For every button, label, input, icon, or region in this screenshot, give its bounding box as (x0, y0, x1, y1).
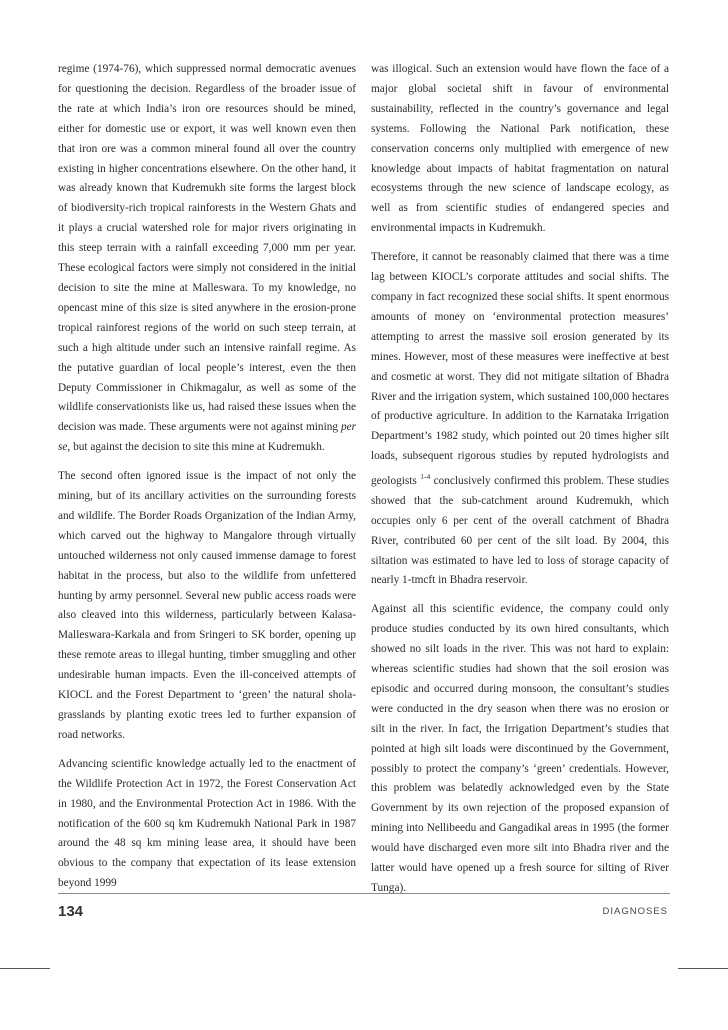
citation-superscript: 1-4 (420, 472, 431, 482)
footer-rule (58, 893, 670, 894)
crop-mark-left (0, 968, 50, 969)
section-title: DIAGNOSES (602, 906, 668, 917)
body-paragraph: regime (1974-76), which suppressed normal democratic avenues for questioning the decision. Regardless of the broader issue of the rate at which India’s iron ore resources should be mined, either for domestic use or export, it was well known even then that iron ore was a common mineral found all over the country existing in higher concentrations elsewhere. On the other hand, it was already known that Kudremukh site forms the largest block of biodiversity-rich tropical rainforests in the Western Ghats and it plays a crucial watershed role for major rivers originating in this steep terrain with a rainfall exceeding 7,000 mm per year. These ecological factors were simply not considered in the initial decision to site the mine at Malleswara. To my knowledge, no opencast mine of this size is sited anywhere in the erosion-prone tropical rainforest regions of the world on such steep terrain, at such a high altitude under such an intensive rainfall regime. As the putative guardian of local people’s interest, even the then Deputy Commissioner in Chikmagalur, as well as some of the wildlife conservationists like us, had raised these issues when the decision was made. These arguments were not against mining per se, but against the decision to site this mine at Kudremukh. (58, 63, 356, 454)
crop-mark-right (678, 968, 728, 969)
body-paragraph: was illogical. Such an extension would have flown the face of a major global societal shift in favour of environmental sustainability, reflected in the country’s governance and legal systems. Following the National Park notification, these conservation concerns only multiplied with emergence of new knowledge about impacts of habitat fragmentation on natural ecosystems through the new science of landscape ecology, as well as from scientific studies of endangered species and environmental impacts in Kudremukh. (371, 63, 669, 235)
right-column (371, 60, 669, 908)
body-paragraph: Against all this scientific evidence, the company could only produce studies conducted by its own hired consultants, which showed no silt loads in the river. This was not hard to explain: whereas scientific studies had shown that the soil erosion was episodic and occurred during monsoon, the consultant’s studies were conducted in the dry season when there was no erosion or silt in the river. In fact, the Irrigation Department’s studies that pointed at high silt loads were discontinued by the Government, possibly to protect the company’s ‘green’ credentials. However, this problem was belatedly acknowledged even by the State Government by its own rejection of the proposed expansion of mining into Nellibeedu and Gangadikal areas in 1995 (the former would have discharged even more silt into Bhadra river and the latter would have opened up a fresh source for silting of River Tunga). (371, 603, 669, 895)
page-number: 134 (58, 903, 84, 920)
body-paragraph: Therefore, it cannot be reasonably claimed that there was a time lag between KIOCL’s corporate attitudes and social shifts. The company in fact recognized these social shifts. It spent enormous amounts of money on ‘environmental protection measures’ attempting to arrest the massive soil erosion generated by its mines. However, most of these measures were ineffective at best and cosmetic at worst. They did not mitigate siltation of Bhadra River and the irrigation system, which sustained 100,000 hectares of productive agriculture. In addition to the Karnataka Irrigation Department’s 1982 study, which pointed out 20 times higher silt loads, subsequent rigorous studies by reputed hydrologists and geologists $^{1-4}$ conclusively confirmed this problem. These studies showed that the sub-catchment around Kudremukh, which occupies only 6 per cent of the overall catchment of Bhadra River, contributed 60 per cent of the silt load. By 2004, this siltation was estimated to have led to loss of storage capacity of nearly 1-tmcft in Bhadra reservoir. (371, 251, 669, 587)
emphasis-text: per se (58, 421, 356, 454)
left-column (58, 60, 356, 903)
body-paragraph: Advancing scientific knowledge actually led to the enactment of the Wildlife Protection Act in 1972, the Forest Conservation Act in 1980, and the Environmental Protection Act in 1986. With the notification of the 600 sq km Kudremukh National Park in 1987 around the 48 sq km mining lease area, it should have been obvious to the company that expectation of its lease extension beyond 1999 (58, 757, 356, 890)
body-paragraph: The second often ignored issue is the impact of not only the mining, but of its ancillary activities on the surrounding forests and wildlife. The Border Roads Organization of the Indian Army, which carved out the highway to Mangalore through virtually untouched wilderness not only caused immense damage to forest habitat in the process, but also to the wildlife from unfettered hunting by army personnel. Several new public access roads were also cleaved into this wilderness, particularly between Kalasa-Malleswara-Karkala and from Sringeri to SK border, opening up these remote areas to illegal hunting, timber smuggling and other undesirable human impacts. Even the ill-conceived attempts of KIOCL and the Forest Department to ‘green’ the natural shola-grasslands by planting exotic trees led to further expansion of road networks. (58, 470, 356, 741)
